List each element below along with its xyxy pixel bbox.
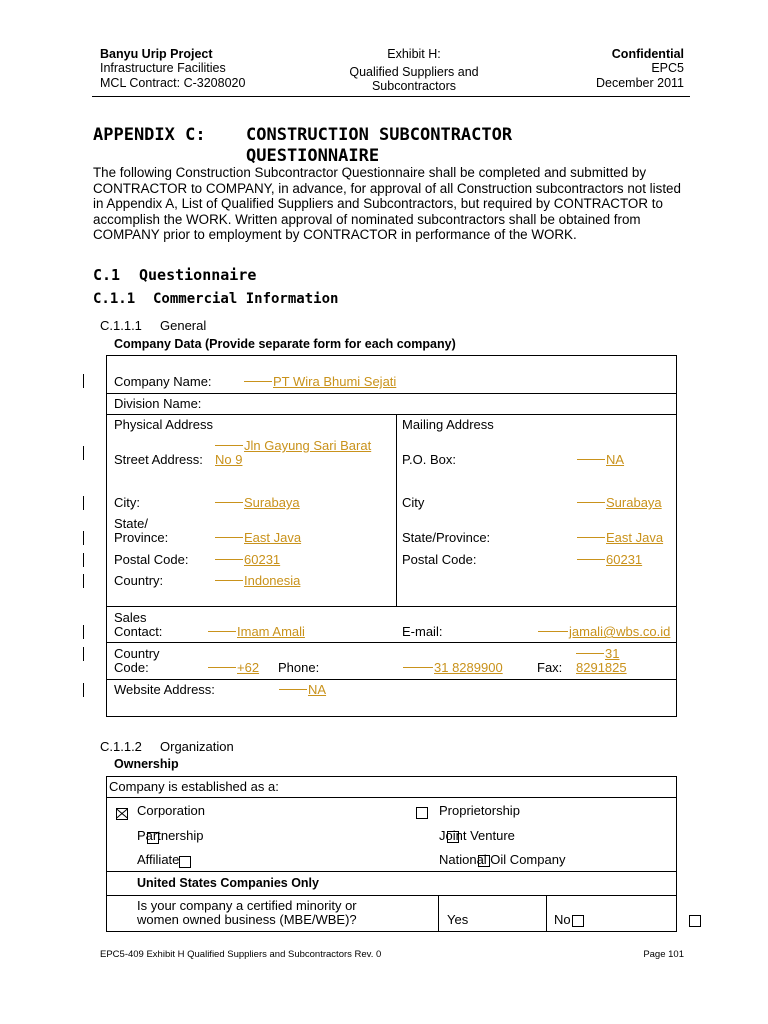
city-label: City:: [114, 495, 140, 510]
row-divider: [106, 679, 677, 680]
mailing-address-label: Mailing Address: [402, 417, 494, 432]
phone-value: 31 8289900: [434, 660, 503, 675]
mailing-state-field[interactable]: [577, 530, 663, 545]
facilities-label: Infrastructure Facilities: [100, 61, 226, 75]
section-c11-title: Commercial Information: [153, 291, 339, 307]
sales-contact-field[interactable]: [208, 624, 305, 639]
column-divider: [396, 414, 397, 606]
section-c1-title: Questionnaire: [139, 266, 257, 284]
division-name-label: Division Name:: [114, 396, 202, 411]
state-field[interactable]: [215, 530, 301, 545]
fax-label: Fax:: [537, 660, 563, 675]
project-name: Banyu Urip Project: [100, 47, 213, 61]
footer-page-number: Page 101: [643, 949, 684, 960]
company-name-label: Company Name:: [114, 374, 212, 389]
mailing-city-label: City: [402, 495, 425, 510]
fax-value-line1: 31: [605, 646, 620, 661]
city-value: Surabaya: [244, 495, 300, 510]
row-divider: [106, 797, 677, 798]
po-box-field[interactable]: [577, 452, 624, 467]
street-address-field[interactable]: [215, 438, 371, 453]
exhibit-label: Exhibit H:: [387, 47, 441, 61]
section-c112-title: Organization: [160, 739, 234, 754]
joint-venture-label: Joint Venture: [439, 828, 515, 843]
mailing-city-field[interactable]: [577, 495, 662, 510]
revision-bar: [83, 496, 84, 510]
postal-code-field[interactable]: [215, 552, 280, 567]
company-name-field[interactable]: [244, 374, 396, 389]
fax-field[interactable]: [576, 646, 619, 661]
revision-bar: [83, 531, 84, 545]
country-code-field[interactable]: [208, 660, 259, 675]
street-address-value-line2: No 9: [215, 452, 243, 467]
appendix-title-line1: CONSTRUCTION SUBCONTRACTOR: [246, 125, 513, 145]
row-divider: [106, 642, 677, 643]
mailing-state-value: East Java: [606, 530, 664, 545]
no-checkbox[interactable]: [689, 915, 701, 927]
postal-code-label: Postal Code:: [114, 552, 189, 567]
mailing-postal-code-field[interactable]: [577, 552, 642, 567]
section-c11-number: C.1.1: [93, 291, 136, 307]
intro-paragraph: The following Construction Subcontractor Questionnaire shall be completed and submitted by CONTRACTOR to COMPANY, in advance, for approval of all Construction subcontractors not listed in Appendix A, List of Qualified Suppliers and Subcontractors, but required by CONTRACTOR to accomplish the WORK. Written approval of nominated subcontractors shall be obtained from COMPANY prior to employment by CONTRACTOR in performance of the WORK.: [93, 165, 681, 243]
affiliate-checkbox[interactable]: [179, 856, 191, 868]
sales-contact-label-line2: Contact:: [114, 624, 163, 639]
street-address-label: Street Address:: [114, 452, 203, 467]
us-companies-heading: United States Companies Only: [137, 876, 319, 890]
website-label: Website Address:: [114, 682, 215, 697]
mailing-postal-code-value: 60231: [606, 552, 643, 567]
country-code-label-line2: Code:: [114, 660, 149, 675]
exhibit-title-line1: Qualified Suppliers and: [349, 65, 479, 79]
row-divider: [106, 606, 677, 607]
sales-contact-label-line1: Sales: [114, 610, 147, 625]
po-box-value: NA: [606, 452, 625, 467]
mailing-postal-code-label: Postal Code:: [402, 552, 477, 567]
yes-label: Yes: [447, 912, 469, 927]
affiliate-label: Affiliate: [137, 852, 180, 867]
contract-label: MCL Contract: C-3208020: [100, 76, 246, 90]
mbe-question-line2: women owned business (MBE/WBE)?: [137, 912, 357, 927]
corporation-checkbox[interactable]: [116, 808, 128, 820]
revision-bar: [83, 647, 84, 661]
revision-bar: [83, 446, 84, 460]
postal-code-value: 60231: [244, 552, 281, 567]
sales-contact-value: Imam Amali: [237, 624, 305, 639]
revision-bar: [83, 683, 84, 697]
column-divider: [546, 895, 547, 932]
section-c1-number: C.1: [93, 266, 121, 284]
country-code-label-line1: Country: [114, 646, 160, 661]
phone-label: Phone:: [278, 660, 320, 675]
street-address-value-line1: Jln Gayung Sari Barat: [244, 438, 372, 453]
appendix-label: APPENDIX C:: [93, 125, 206, 145]
confidential-label: Confidential: [611, 47, 684, 61]
email-value: jamali@wbs.co.id: [569, 624, 671, 639]
revision-bar: [83, 574, 84, 588]
row-divider: [106, 393, 677, 394]
physical-address-label: Physical Address: [114, 417, 213, 432]
section-c111-number: C.1.1.1: [100, 318, 142, 333]
row-divider: [106, 871, 677, 872]
website-field[interactable]: [279, 682, 326, 697]
row-divider: [106, 414, 677, 415]
proprietorship-checkbox[interactable]: [416, 807, 428, 819]
doc-code: EPC5: [651, 61, 684, 75]
country-code-value: +62: [237, 660, 260, 675]
header-rule: [92, 96, 690, 97]
doc-date: December 2011: [595, 76, 684, 90]
po-box-label: P.O. Box:: [402, 452, 456, 467]
partnership-label: Partnership: [137, 828, 204, 843]
city-field[interactable]: [215, 495, 300, 510]
appendix-title-line2: QUESTIONNAIRE: [246, 146, 380, 166]
section-c111-title: General: [160, 318, 207, 333]
website-value: NA: [308, 682, 327, 697]
corporation-label: Corporation: [137, 803, 205, 818]
state-label-line1: State/: [114, 516, 148, 531]
revision-bar: [83, 553, 84, 567]
exhibit-title-line2: Subcontractors: [371, 79, 457, 93]
email-label: E-mail:: [402, 624, 443, 639]
ownership-heading: Ownership: [114, 757, 179, 771]
row-divider: [106, 895, 677, 896]
company-data-heading: Company Data (Provide separate form for each company): [114, 337, 456, 351]
revision-bar: [83, 374, 84, 388]
email-field[interactable]: [538, 624, 670, 639]
yes-checkbox[interactable]: [572, 915, 584, 927]
state-value: East Java: [244, 530, 302, 545]
section-c112-number: C.1.1.2: [100, 739, 142, 754]
mbe-question-line1: Is your company a certified minority or: [137, 898, 357, 913]
phone-field[interactable]: [403, 660, 503, 675]
company-name-value: PT Wira Bhumi Sejati: [273, 374, 397, 389]
column-divider: [438, 895, 439, 932]
established-as-label: Company is established as a:: [109, 779, 279, 794]
country-value: Indonesia: [244, 573, 301, 588]
national-oil-company-label: National Oil Company: [439, 852, 566, 867]
footer-document-ref: EPC5-409 Exhibit H Qualified Suppliers and Subcontractors Rev. 0: [100, 949, 382, 960]
state-label-line2: Province:: [114, 530, 169, 545]
proprietorship-label: Proprietorship: [439, 803, 520, 818]
no-label: No: [554, 912, 571, 927]
fax-value-line2: 8291825: [576, 660, 627, 675]
country-label: Country:: [114, 573, 164, 588]
mailing-state-label: State/Province:: [402, 530, 491, 545]
country-field[interactable]: [215, 573, 300, 588]
mailing-city-value: Surabaya: [606, 495, 662, 510]
revision-bar: [83, 625, 84, 639]
